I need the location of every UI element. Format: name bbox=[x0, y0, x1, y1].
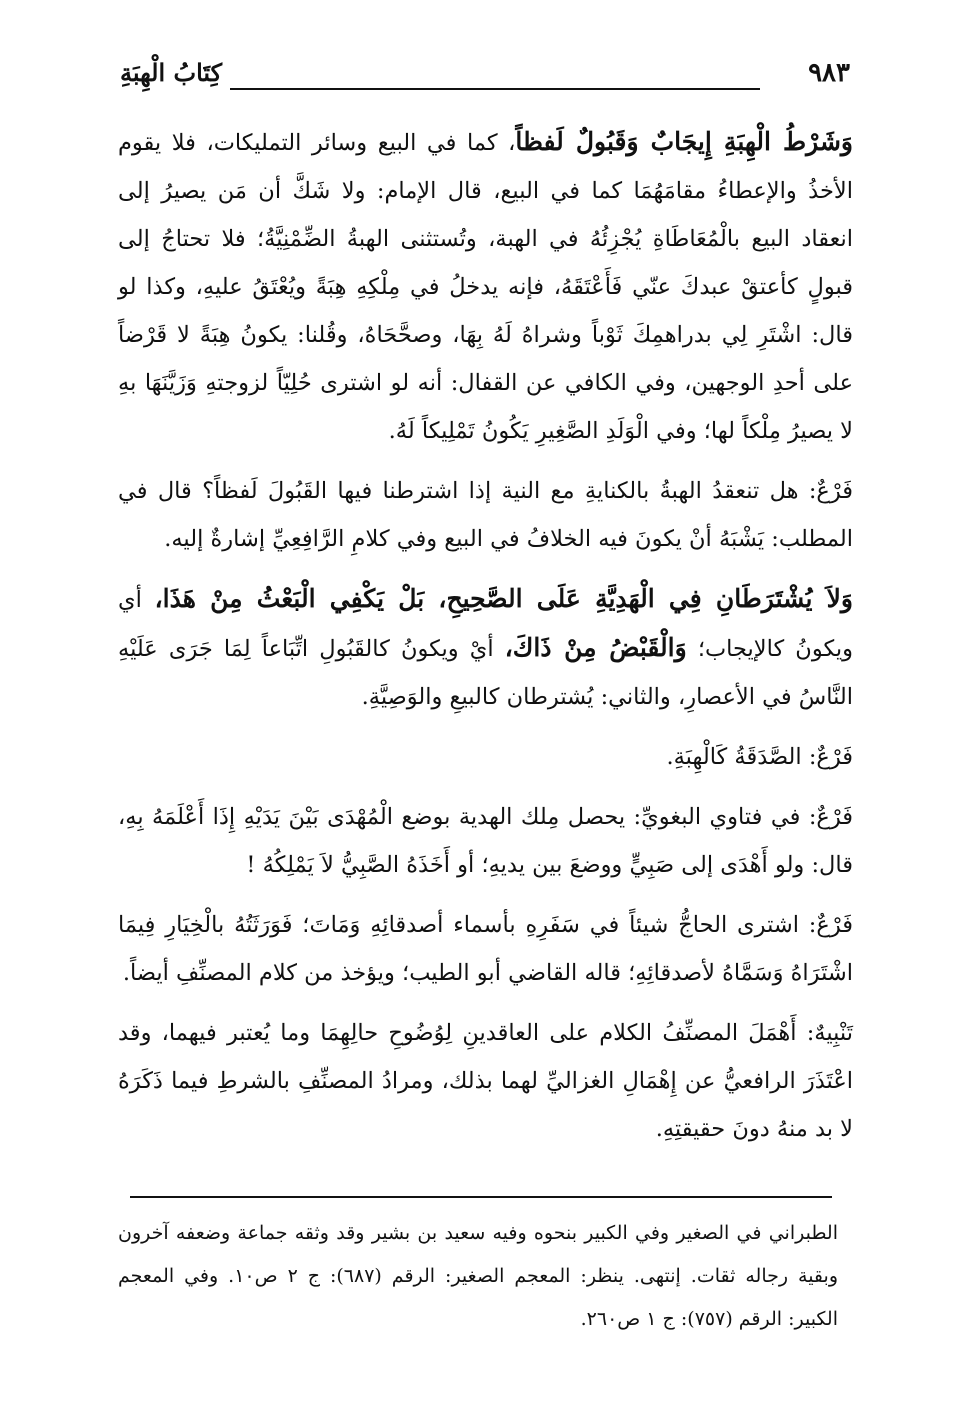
paragraph-tanbih bbox=[118, 1009, 853, 1153]
paragraph-branch-hajj bbox=[118, 901, 853, 997]
sharh-text: أي ويكونُ كالإيجاب؛ bbox=[118, 587, 853, 662]
footnote bbox=[118, 1212, 838, 1341]
sharh-text: فَرْعٌ: الصَّدَقَةُ كَالْهِبَةِ. bbox=[666, 744, 853, 770]
matn-lead: وَلاَ يُشْتَرَطَانِ فِي الْهَدِيَّةِ عَلَى الصَّحِيحِ، بَلْ يَكْفِي الْبَعْثُ مِنْ هَذَا، bbox=[154, 584, 853, 613]
matn-lead: وَشَرْطُ الْهِبَةِ إِيجَابٌ وَقَبُولٌ لَفظاً bbox=[515, 127, 853, 156]
paragraph-branch-baghawi bbox=[118, 793, 853, 889]
sharh-text: فَرْعٌ: هل تنعقدُ الهبةُ بالكنايةِ مع النية إذا اشترطنا فيها القَبُولَ لَفظاً؟ قال في المطلب: يَشْبَهُ أنْ يكونَ فيه الخلافُ في البيع وفي كلامِ الرَّافِعِيِّ إشارةٌ إليه. bbox=[118, 478, 853, 552]
header-rule bbox=[230, 88, 760, 90]
paragraph-branch-sadaqa bbox=[118, 733, 853, 781]
sharh-text-2: أيْ ويكونُ كالقَبُولِ اتِّبَاعاً لِمَا جَرَى عَلَيْهِ النَّاسُ في الأعصارِ، والثاني: يُشترطان كالبيعِ والوَصِيَّةِ. bbox=[118, 636, 853, 710]
main-text bbox=[118, 118, 853, 1165]
footnote-rule bbox=[130, 1196, 832, 1198]
footnote-text: الطبراني في الصغير وفي الكبير بنحوه وفيه سعيد بن بشير وقد وثقه جماعة وضعفه آخرون وبقية رجاله ثقات. إنتهى. ينظر: المعجم الصغير: الرقم (٦٨٧): ج ٢ ص١٠. وفي المعجم الكبير: الرقم (٧٥٧): ج ١ ص٢٦٠. bbox=[118, 1222, 839, 1330]
page-header bbox=[120, 58, 850, 92]
matn-lead-2: وَالْقَبْضُ مِنْ ذَاكَ، bbox=[504, 633, 687, 662]
sharh-text: ، كما في البيع وسائر التمليكات، فلا يقوم الأخذُ والإعطاءُ مقامَهُمَا كما في البيع، قال الإمام: ولا شَكَّ أن مَن يصيرُ إلى انعقاد البيع بالْمُعَاطَاةِ يُجْزِئُهُ في الهبة، وتُستثنى الهبةُ الضِّمْنِيَّةُ؛ فلا تحتاجُ إلى قبولٍ كأعتقْ عبدكَ عنّي فَأَعْتَقَهُ، فإنه يدخلُ في مِلْكِهِ هِبَةً ويُعْتَقُ عليهِ، وكذا لو قال: اشْتَرِ لِي بدراهمِكَ ثَوْباً وشراهُ لَهُ بِهَا، وصحَّحَاهُ، وقُلنا: يكونُ هِبَةً لا قَرْضاً على أحدِ الوجهين، وفي الكافي عن القفال: أنه لو اشترى حُلِيّاً لزوجتهِ وَزَيَّنَهَا بهِ لا يصيرُ مِلْكاً لها؛ وفي الْوَلَدِ الصَّغِيرِ يَكُونُ تَمْلِيكاً لَهُ. bbox=[118, 130, 853, 444]
running-title: كِتَابُ الْهِبَةِ bbox=[120, 58, 223, 87]
sharh-text: فَرْعٌ: في فتاوي البغويِّ: يحصل مِلك الهدية بوضع الْمُهْدَى بَيْنَ يَدَيْهِ إِذَا أَعْلَمَهُ بِهِ، قال: ولو أَهْدَى إلى صَبِيٍّ ووضعَ بين يديهِ؛ أو أَخَذَهُ الصَّبِيُّ لاَ يَمْلِكُهُ ! bbox=[118, 804, 853, 878]
sharh-text: تَنْبِيهٌ: أَهْمَلَ المصنِّفُ الكلام على العاقدينِ لِوُضُوحِ حالِهِمَا وما يُعتبر فيهما، وقد اعْتَذَرَ الرافعيُّ عن إِهْمَالِ الغزاليِّ لهما بذلك، ومرادُ المصنِّفِ بالشرطِ فيما ذَكَرَهُ لا بد منهُ دونَ حقيقتِهِ. bbox=[118, 1020, 853, 1142]
paragraph-hadiyya bbox=[118, 575, 853, 721]
sharh-text: فَرْعٌ: اشترى الحاجُّ شيئاً في سَفَرِهِ بأسماء أصدقائِهِ وَمَاتَ؛ فَوَرَثَتُهُ بالْخِيَارِ فِيمَا اشْتَرَاهُ وَسَمَّاهُ لأصدقائِهِ؛ قاله القاضي أبو الطيب؛ ويؤخذ من كلام المصنِّفِ أيضاً. bbox=[118, 912, 853, 986]
paragraph-branch-kinaya bbox=[118, 467, 853, 563]
paragraph-condition bbox=[118, 118, 853, 455]
page-number: ٩٨٣ bbox=[808, 58, 850, 88]
